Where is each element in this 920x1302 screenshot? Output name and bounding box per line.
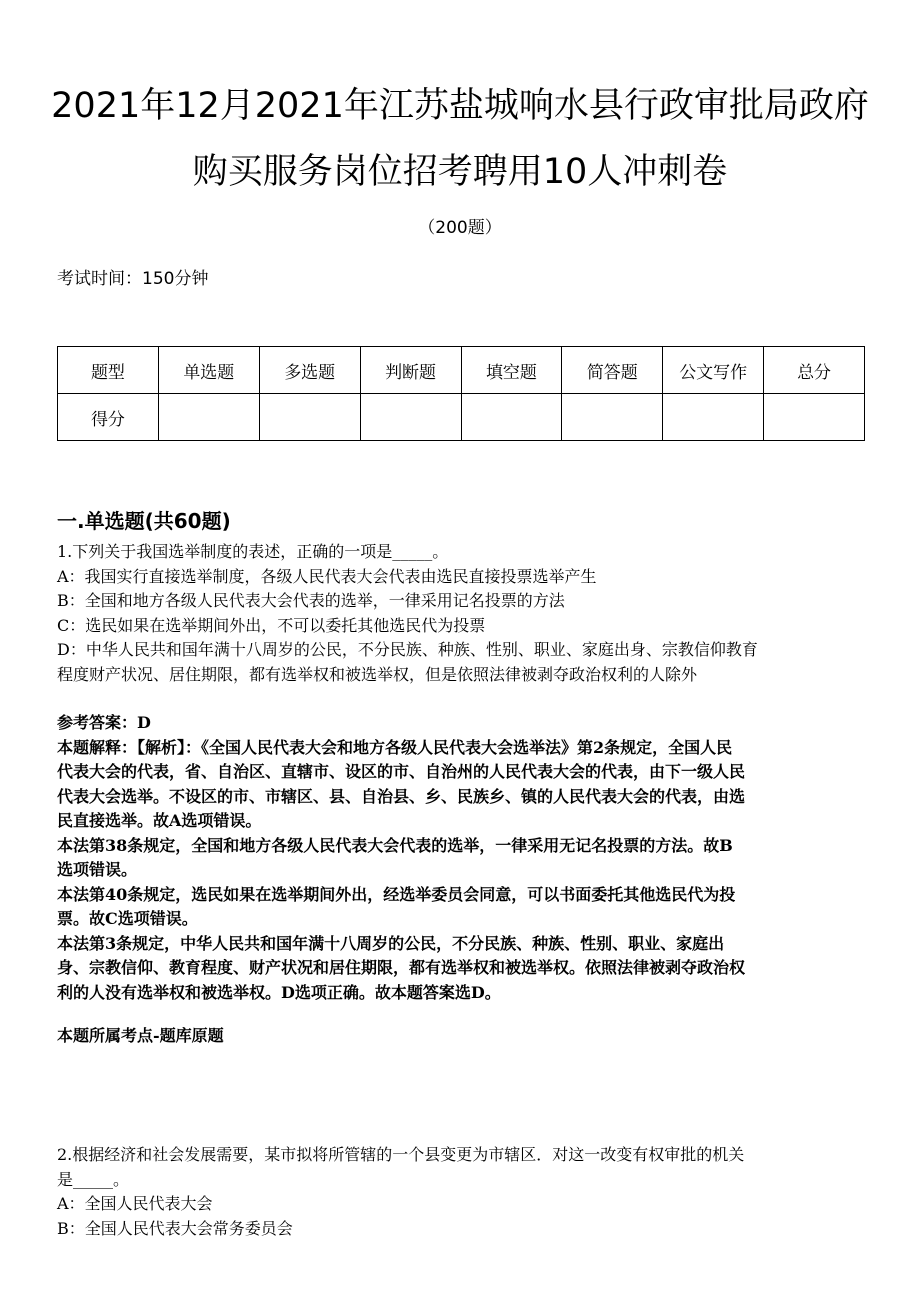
score-row-label: 得分: [58, 394, 159, 441]
score-table-header-cell: 单选题: [158, 347, 259, 394]
option-d-continued: 程度财产状况、居住期限，都有选举权和被选举权，但是依照法律被剥夺政治权利的人除外: [57, 664, 698, 684]
question-1: [57, 540, 865, 687]
score-cell: [663, 394, 764, 441]
title-text: 2021年12月2021年江苏盐城响水县行政审批局政府: [51, 86, 869, 126]
score-cell: [461, 394, 562, 441]
title-text: 购买服务岗位招考聘用10人冲刺卷: [192, 152, 728, 192]
explanation-line: 民直接选举。故A选项错误。: [57, 811, 262, 830]
section-title: 一.单选题(共60题): [57, 509, 231, 533]
reference-answer: 参考答案：D: [57, 713, 151, 732]
explanation-line: 代表大会的代表，省、自治区、直辖市、设区的市、自治州的人民代表大会的代表，由下一级人民: [57, 762, 746, 781]
exam-time: 考试时间：150分钟: [57, 269, 209, 289]
option-a: A：我国实行直接选举制度，各级人民代表大会代表由选民直接投票选举产生: [57, 566, 597, 586]
document-title-line2: [0, 144, 920, 194]
score-table-header-cell: 多选题: [259, 347, 360, 394]
question-count: （200题）: [418, 218, 502, 238]
score-table-header-row: [58, 347, 865, 394]
score-table-header-cell: 总分: [764, 347, 865, 394]
score-cell: [764, 394, 865, 441]
score-cell: [158, 394, 259, 441]
option-b: B：全国和地方各级人民代表大会代表的选举，一律采用记名投票的方法: [57, 591, 565, 610]
score-table: [57, 346, 865, 441]
score-cell: [259, 394, 360, 441]
option-a: A：全国人民代表大会: [57, 1194, 213, 1213]
option-b: B：全国人民代表大会常务委员会: [57, 1218, 293, 1238]
explanation-line: 利的人没有选举权和被选举权。D选项正确。故本题答案选D。: [57, 982, 501, 1002]
explanation-line: 本法第3条规定，中华人民共和国年满十八周岁的公民，不分民族、种族、性别、职业、家庭出: [57, 933, 725, 953]
score-table-header-cell: 简答题: [562, 347, 663, 394]
option-c: C：选民如果在选举期间外出，不可以委托其他选民代为投票: [57, 615, 486, 635]
question-2: [57, 1143, 865, 1241]
document-title-line1: [0, 78, 920, 128]
question-stem-continued: 是_____。: [57, 1169, 130, 1189]
explanation-line: 身、宗教信仰、教育程度、财产状况和居住期限，都有选举权和被选举权。依照法律被剥夺政治权: [57, 958, 746, 977]
knowledge-point: 本题所属考点-题库原题: [57, 1026, 224, 1045]
score-table-header-cell: 题型: [58, 347, 159, 394]
explanation-line: 选项错误。: [57, 860, 138, 879]
score-table-header-cell: 填空题: [461, 347, 562, 394]
score-table-header-cell: 公文写作: [663, 347, 764, 394]
question-stem: 2.根据经济和社会发展需要，某市拟将所管辖的一个县变更为市辖区．对这一改变有权审批的机关: [57, 1145, 745, 1164]
explanation-line: 本法第40条规定，选民如果在选举期间外出，经选举委员会同意，可以书面委托其他选民代为投: [57, 884, 736, 904]
question-stem: 1.下列关于我国选举制度的表述，正确的一项是_____。: [57, 542, 449, 561]
score-table-header-cell: 判断题: [360, 347, 461, 394]
score-cell: [562, 394, 663, 441]
explanation-line: 本法第38条规定，全国和地方各级人民代表大会代表的选举，一律采用无记名投票的方法。故B: [57, 835, 733, 855]
explanation-line: 票。故C选项错误。: [57, 909, 198, 928]
explanation-line: 本题解释：【解析】：《全国人民代表大会和地方各级人民代表大会选举法》第2条规定，全国人民: [57, 737, 733, 757]
option-d: D：中华人民共和国年满十八周岁的公民，不分民族、种族、性别、职业、家庭出身、宗教信仰教育: [57, 640, 758, 659]
score-cell: [360, 394, 461, 441]
explanation-line: 代表大会选举。不设区的市、市辖区、县、自治县、乡、民族乡、镇的人民代表大会的代表，由选: [57, 786, 746, 806]
question-1-answer-block: [57, 711, 865, 1005]
score-table-score-row: [58, 394, 865, 441]
